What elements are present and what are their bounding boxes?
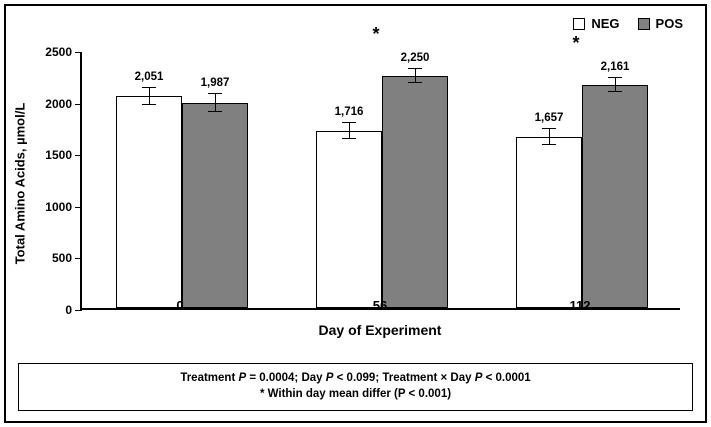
error-bar: [415, 69, 416, 83]
x-tick-label: 0: [176, 298, 184, 313]
error-bar: [349, 123, 350, 140]
error-bar: [615, 78, 616, 92]
y-tick-label: 1000: [45, 199, 72, 214]
error-bar-cap: [142, 87, 156, 88]
bar-neg-day-0: [116, 96, 182, 308]
bar-neg-day-112: [516, 137, 582, 308]
error-bar-cap: [142, 104, 156, 105]
bar-group: [116, 52, 248, 308]
x-tick-label: 56: [372, 298, 388, 313]
footnote-1-p2: P: [325, 371, 334, 384]
footnote-1-pre: Treatment: [180, 371, 239, 384]
footnote-1-mid2: < 0.099; Treatment × Day: [333, 371, 475, 384]
bar-value-label: 2,051: [134, 70, 164, 83]
significance-star: *: [372, 23, 380, 44]
error-bar-cap: [342, 138, 356, 139]
y-tickmark: [75, 155, 82, 156]
bar-value-label: 2,250: [400, 51, 430, 64]
error-bar-cap: [542, 144, 556, 145]
chart-legend: [573, 16, 683, 31]
legend-label-neg: NEG: [591, 16, 620, 31]
error-bar-cap: [608, 91, 622, 92]
y-tick-label: 2000: [45, 96, 72, 111]
bar-value-label: 1,987: [200, 77, 230, 90]
error-bar-cap: [408, 68, 422, 69]
error-bar-cap: [208, 93, 222, 94]
bar-value-label: 1,716: [334, 105, 364, 118]
error-bar: [149, 88, 150, 106]
footnote-1-end: < 0.0001: [482, 371, 531, 384]
y-axis-title: Total Amino Acids, µmol/L: [12, 102, 28, 264]
footnote-box: [18, 363, 693, 411]
x-axis-title: Day of Experiment: [318, 322, 442, 338]
error-bar-cap: [208, 111, 222, 112]
bar-value-label: 1,657: [534, 112, 564, 125]
y-tickmark: [75, 310, 82, 311]
footnote-1-p3: P: [474, 371, 483, 384]
legend-swatch-neg-icon: [573, 18, 585, 30]
y-tick-label: 500: [51, 251, 72, 266]
bar-value-label: 2,161: [600, 60, 630, 73]
error-bar: [215, 94, 216, 112]
x-tick-label: 112: [569, 298, 591, 313]
bar-pos-day-56: [382, 76, 448, 308]
legend-label-pos: POS: [655, 16, 683, 31]
error-bar-cap: [342, 122, 356, 123]
bar-group: [516, 32, 648, 308]
significance-star: *: [572, 32, 580, 53]
y-tickmark: [75, 52, 82, 53]
error-bar-cap: [608, 77, 622, 78]
bar-neg-day-56: [316, 131, 382, 308]
y-tick-label: 1500: [45, 148, 72, 163]
y-tickmark: [75, 258, 82, 259]
y-tick-label: 0: [65, 303, 72, 317]
error-bar-cap: [542, 128, 556, 129]
y-tickmark: [75, 104, 82, 105]
legend-item-neg: [573, 16, 619, 31]
legend-item-pos: [638, 16, 683, 31]
error-bar-cap: [408, 82, 422, 83]
footnote-line-1: [23, 370, 688, 387]
footnote-1-p1: P: [238, 371, 247, 384]
y-axis-tick-labels: [32, 45, 76, 317]
bar-pos-day-112: [582, 85, 648, 308]
y-tickmark: [75, 207, 82, 208]
footnote-1-mid1: = 0.0004; Day: [246, 371, 326, 384]
error-bar: [549, 129, 550, 144]
y-tick-label: 2500: [45, 45, 72, 59]
figure-border: [4, 4, 707, 423]
bar-group: [316, 23, 448, 308]
footnote-line-2: * Within day mean differ (P < 0.001): [259, 388, 452, 401]
bar-pos-day-0: [182, 103, 248, 308]
legend-swatch-pos-icon: [638, 18, 650, 30]
